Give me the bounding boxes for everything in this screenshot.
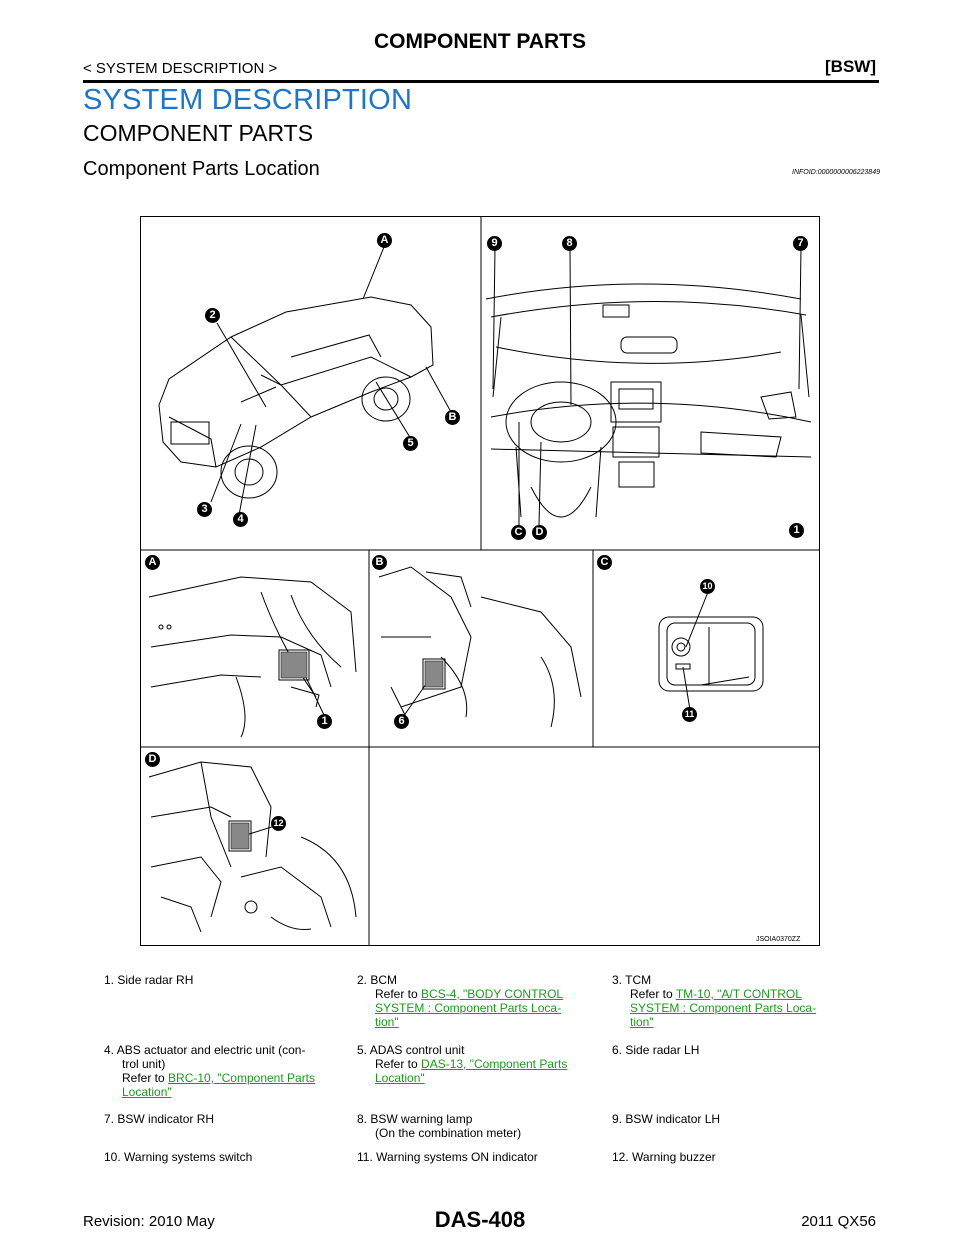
part-8: 8. BSW warning lamp (On the combination meter) [357,1112,522,1140]
footer-model: 2011 QX56 [801,1213,876,1230]
chapter-heading: SYSTEM DESCRIPTION [83,84,413,116]
subsection-heading: Component Parts Location [83,158,320,180]
callout-1-panel-a: 1 [317,714,332,729]
callout-a-overview: A [377,233,392,248]
panel-label-d: D [145,752,160,767]
link-das-13-cont[interactable]: Location" [375,1071,425,1085]
part-2: 2. BCM Refer to BCS-4, "BODY CONTROL SYSTEM : Component Parts Loca- tion" [357,973,564,1029]
callout-c-overview: C [511,525,526,540]
callout-2: 2 [205,308,220,323]
callout-7: 7 [793,236,808,251]
part-6: 6. Side radar LH [612,1043,700,1057]
component-location-figure [140,216,820,946]
part-7: 7. BSW indicator RH [104,1112,215,1126]
part-9: 9. BSW indicator LH [612,1112,721,1126]
section-breadcrumb: < SYSTEM DESCRIPTION > [83,60,278,77]
part-10: 10. Warning systems switch [104,1150,253,1164]
callout-11: 11 [682,707,697,722]
panel-label-b: B [372,555,387,570]
panel-label-a: A [145,555,160,570]
info-id: INFOID:0000000006223849 [792,169,880,176]
figure-illustration [141,217,819,945]
callout-b-overview: B [445,410,460,425]
callout-d-overview: D [532,525,547,540]
callout-12: 12 [271,816,286,831]
part-4: 4. ABS actuator and electric unit (con- trol unit) Refer to BRC-10, "Component Parts Location" [104,1043,316,1099]
system-tag: [BSW] [825,57,876,76]
link-bcs-4-end[interactable]: tion" [375,1015,399,1029]
link-bcs-4[interactable]: BCS-4, "BODY CONTROL [421,987,564,1001]
callout-8: 8 [562,236,577,251]
link-tm-10-end[interactable]: tion" [630,1015,654,1029]
link-tm-10[interactable]: TM-10, "A/T CONTROL [675,987,802,1001]
part-1: 1. Side radar RH [104,973,194,987]
link-das-13[interactable]: DAS-13, "Component Parts [421,1057,568,1071]
callout-1: 1 [789,523,804,538]
callout-9: 9 [487,236,502,251]
link-tm-10-cont[interactable]: SYSTEM : Component Parts Loca- [630,1001,817,1015]
header-rule [83,80,879,83]
panel-label-c: C [597,555,612,570]
callout-4: 4 [233,512,248,527]
section-heading: COMPONENT PARTS [83,120,314,146]
link-brc-10[interactable]: BRC-10, "Component Parts [168,1071,316,1085]
link-bcs-4-cont[interactable]: SYSTEM : Component Parts Loca- [375,1001,562,1015]
callout-6: 6 [394,714,409,729]
callout-5: 5 [403,436,418,451]
callout-3: 3 [197,502,212,517]
footer-page-number: DAS-408 [434,1207,526,1232]
part-3: 3. TCM Refer to TM-10, "A/T CONTROL SYSTEM : Component Parts Loca- tion" [612,973,817,1029]
link-brc-10-cont[interactable]: Location" [122,1085,172,1099]
footer-revision: Revision: 2010 May [83,1213,215,1230]
part-12: 12. Warning buzzer [612,1150,716,1164]
callout-10: 10 [700,579,715,594]
part-11: 11. Warning systems ON indicator [357,1150,538,1164]
page-header-title: COMPONENT PARTS [374,30,586,53]
part-5: 5. ADAS control unit Refer to DAS-13, "Component Parts Location" [357,1043,568,1085]
figure-code: JSOIA0370ZZ [756,936,801,943]
